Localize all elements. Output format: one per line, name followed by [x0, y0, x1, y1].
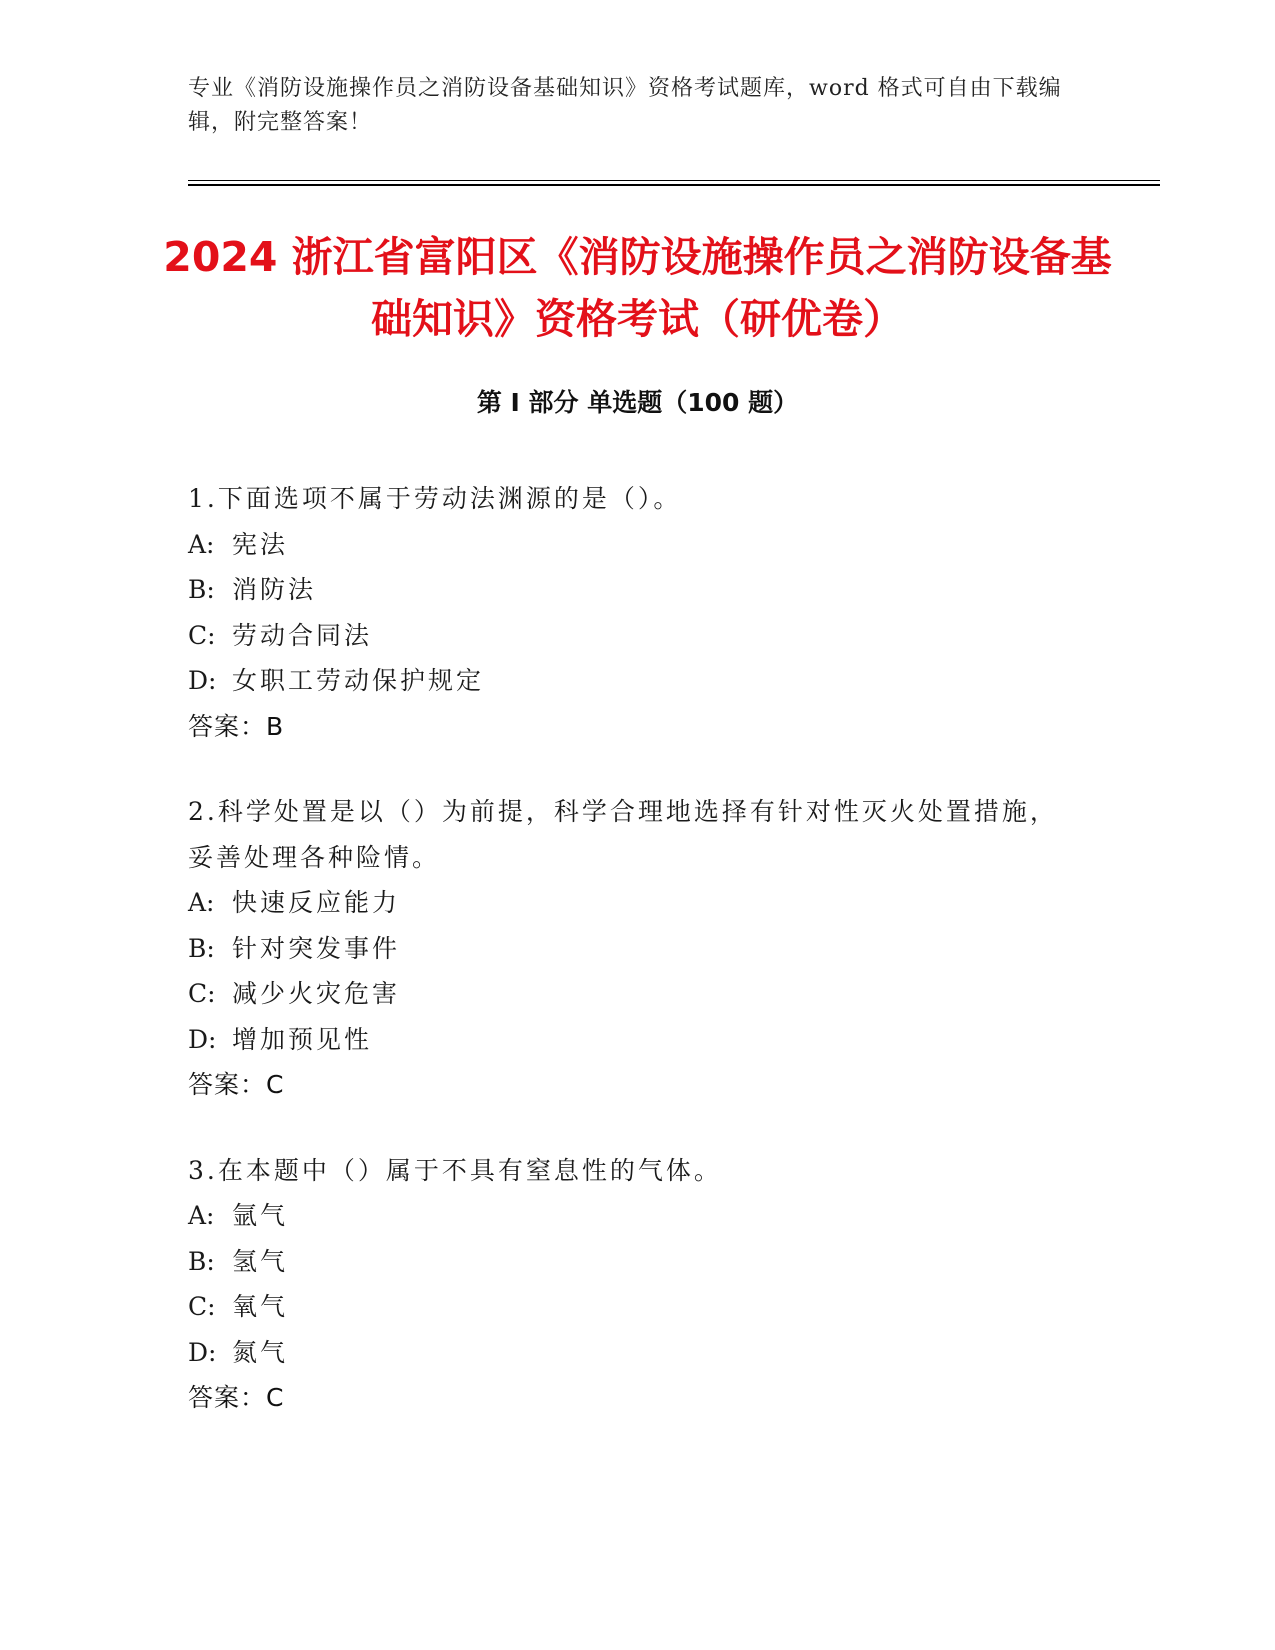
- option-text: 氩气: [232, 1201, 289, 1230]
- option-b: [188, 926, 1068, 972]
- question-2: [188, 789, 1068, 1108]
- option-key: D:: [188, 1337, 217, 1367]
- question-1: [188, 476, 1068, 749]
- section-title: 第 I 部分 单选题（100 题）: [476, 388, 799, 417]
- option-d: [188, 1017, 1068, 1063]
- option-key: C:: [188, 979, 216, 1008]
- header-divider-thick: [188, 184, 1160, 186]
- document-title: 2024 浙江省富阳区《消防设施操作员之消防设备基础知识》资格考试（研优卷）: [163, 233, 1112, 343]
- header-divider-thin: [188, 180, 1160, 181]
- option-text: 消防法: [232, 575, 317, 604]
- option-a: [188, 880, 1068, 926]
- option-text: 针对突发事件: [232, 933, 401, 963]
- option-text: 快速反应能力: [232, 888, 401, 917]
- option-key: A:: [188, 1201, 215, 1230]
- option-key: D:: [188, 1024, 217, 1054]
- option-text: 氧气: [232, 1292, 289, 1321]
- option-c: [188, 1284, 1068, 1330]
- option-a: [188, 1193, 1068, 1239]
- option-text: 女职工劳动保护规定: [232, 666, 485, 695]
- option-d: [188, 1330, 1068, 1376]
- question-stem: 1.下面选项不属于劳动法渊源的是（）。: [188, 484, 682, 513]
- option-key: C:: [188, 1292, 216, 1321]
- option-text: 氮气: [232, 1337, 289, 1367]
- option-key: A:: [188, 529, 215, 559]
- option-b: [188, 1239, 1068, 1285]
- option-text: 增加预见性: [232, 1024, 373, 1054]
- option-key: B:: [188, 575, 215, 604]
- answer: 答案：B: [188, 711, 285, 741]
- option-text: 劳动合同法: [232, 620, 373, 650]
- option-text: 氢气: [232, 1246, 289, 1276]
- question-stem: 3.在本题中（）属于不具有窒息性的气体。: [188, 1155, 722, 1185]
- option-key: C:: [188, 620, 216, 650]
- question-list: [188, 476, 1068, 1461]
- answer: 答案：C: [188, 1383, 285, 1412]
- option-c: [188, 971, 1068, 1017]
- option-b: [188, 567, 1068, 613]
- option-key: B:: [188, 933, 215, 963]
- answer: 答案：C: [188, 1070, 285, 1099]
- question-stem: 2.科学处置是以（）为前提，科学合理地选择有针对性灭火处置措施，妥善处理各种险情。: [188, 797, 1058, 872]
- option-key: B:: [188, 1246, 215, 1276]
- header-note: 专业《消防设施操作员之消防设备基础知识》资格考试题库，word 格式可自由下载编辑，附完整答案！: [188, 76, 1062, 135]
- option-key: A:: [188, 888, 215, 917]
- option-a: [188, 522, 1068, 568]
- option-c: [188, 613, 1068, 659]
- question-3: [188, 1148, 1068, 1421]
- option-text: 减少火灾危害: [232, 979, 401, 1008]
- option-key: D:: [188, 666, 217, 695]
- option-text: 宪法: [232, 529, 289, 559]
- option-d: [188, 658, 1068, 704]
